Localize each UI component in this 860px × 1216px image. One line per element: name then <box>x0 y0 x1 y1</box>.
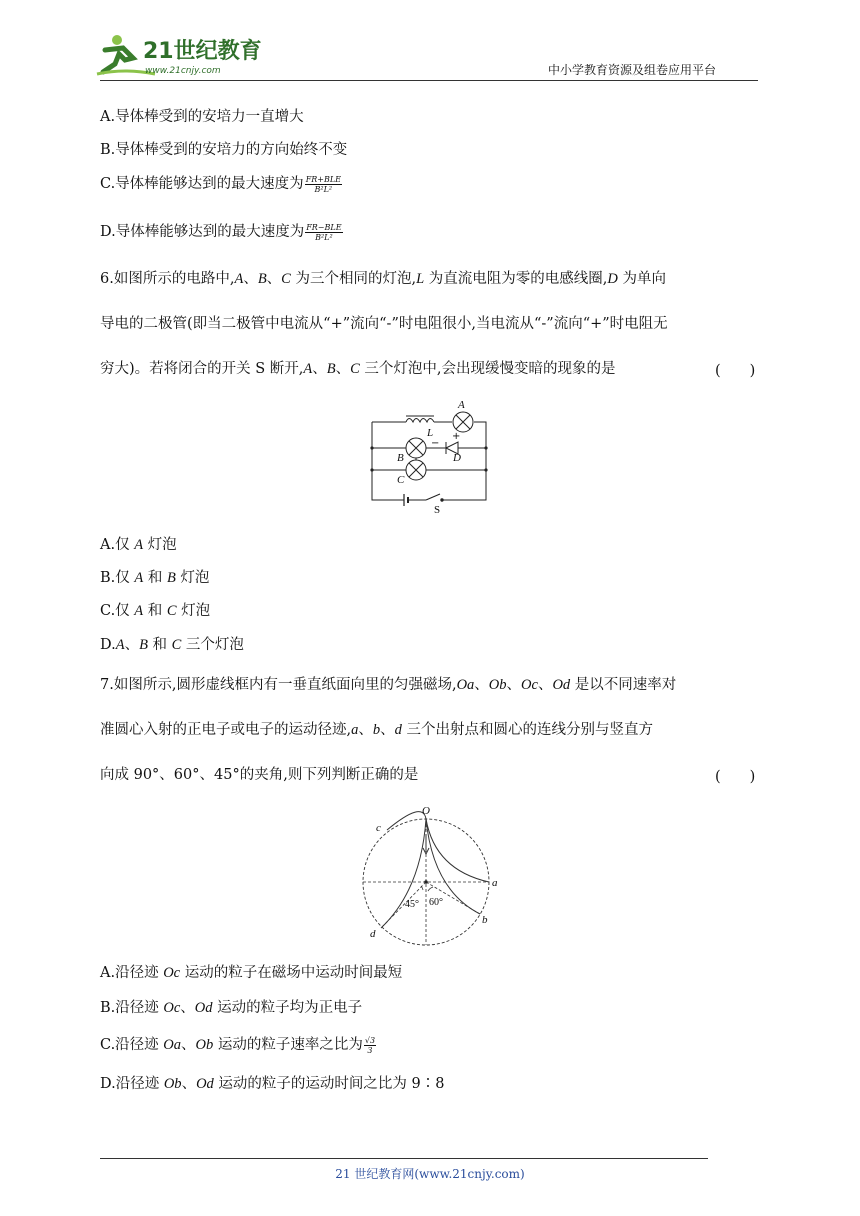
svg-text:60°: 60° <box>429 897 443 908</box>
footer-site-link[interactable]: 21 世纪教育网(www.21cnjy.com) <box>335 1167 525 1181</box>
svg-text:D: D <box>453 452 461 464</box>
q7-c-fraction: $\frac{√3}{3}$ <box>364 1035 376 1055</box>
svg-text:B: B <box>397 452 404 464</box>
q6-option-b: B.仅 A 和 B 灯泡 <box>100 570 210 586</box>
svg-text:www.21cnjy.com: www.21cnjy.com <box>145 66 221 76</box>
q7-option-d: D.沿径迹 Ob、Od 运动的粒子的运动时间之比为 9∶8 <box>100 1076 445 1092</box>
q7-stem-line3: 向成 90°、60°、45°的夹角,则下列判断正确的是 <box>100 767 419 783</box>
q5-option-c: C.导体棒能够达到的最大速度为 $\frac{\text{FR+BLE}}{\text{B²L²}}$ <box>100 174 341 194</box>
q6-stem-line2: 导电的二极管(即当二极管中电流从“+”流向“-”时电阻很小,当电流从“-”流向“+”时电阻无 <box>100 316 668 332</box>
q5-c-fraction: $\frac{\text{FR+BLE}}{\text{B²L²}}$ <box>305 174 341 194</box>
q5-option-b: B.导体棒受到的安培力的方向始终不变 <box>100 142 348 158</box>
svg-text:A: A <box>458 399 465 411</box>
q6-stem-line1: 6.如图所示的电路中,A、B、C 为三个相同的灯泡,L 为直流电阻为零的电感线圈,D 为单向 <box>100 271 666 287</box>
svg-text:−: − <box>431 438 440 449</box>
svg-text:a: a <box>492 877 498 889</box>
svg-text:S: S <box>434 504 441 516</box>
svg-text:21世纪教育: 21世纪教育 <box>143 39 262 64</box>
q7-stem-line2: 准圆心入射的正电子或电子的运动径迹,a、b、d 三个出射点和圆心的连线分别与竖直方 <box>100 722 653 738</box>
q5-option-a: A.导体棒受到的安培力一直增大 <box>100 109 304 125</box>
q6-circuit-figure <box>360 398 500 518</box>
q6-stem-line3: 穷大)。若将闭合的开关 S 断开,A、B、C 三个灯泡中,会出现缓慢变暗的现象的是 <box>100 361 616 377</box>
svg-text:O: O <box>422 805 430 817</box>
svg-text:C: C <box>397 474 405 486</box>
q5-d-fraction: $\frac{\text{FR−BLE}}{\text{B²L²}}$ <box>306 222 342 242</box>
header-rule <box>100 80 758 81</box>
header-platform-text: 中小学教育资源及组卷应用平台 <box>548 63 717 77</box>
q7-option-a: A.沿径迹 Oc 运动的粒子在磁场中运动时间最短 <box>100 965 403 981</box>
svg-text:d: d <box>370 928 376 940</box>
q7-field-figure <box>355 800 515 950</box>
q6-option-c: C.仅 A 和 C 灯泡 <box>100 603 211 619</box>
q7-answer-paren: ( ) <box>715 769 756 785</box>
svg-text:c: c <box>376 822 381 834</box>
svg-text:b: b <box>482 914 488 926</box>
svg-text:+: + <box>452 431 461 442</box>
footer-rule <box>100 1158 708 1159</box>
q7-stem-line1: 7.如图所示,圆形虚线框内有一垂直纸面向里的匀强磁场,Oa、Ob、Oc、Od 是以不同速率对 <box>100 677 677 693</box>
q7-option-c: C.沿径迹 Oa、Ob 运动的粒子速率之比为 $\frac{√3}{3}$ <box>100 1035 376 1055</box>
svg-text:45°: 45° <box>405 899 419 910</box>
q6-answer-paren: ( ) <box>715 363 756 379</box>
q6-option-a: A.仅 A 灯泡 <box>100 537 177 553</box>
svg-text:L: L <box>427 427 434 439</box>
site-logo <box>95 30 265 80</box>
q5-option-d: D.导体棒能够达到的最大速度为 $\frac{\text{FR−BLE}}{\text{B²L²}}$ <box>100 222 342 242</box>
q6-option-d: D.A、B 和 C 三个灯泡 <box>100 637 244 653</box>
q7-option-b: B.沿径迹 Oc、Od 运动的粒子均为正电子 <box>100 1000 363 1016</box>
